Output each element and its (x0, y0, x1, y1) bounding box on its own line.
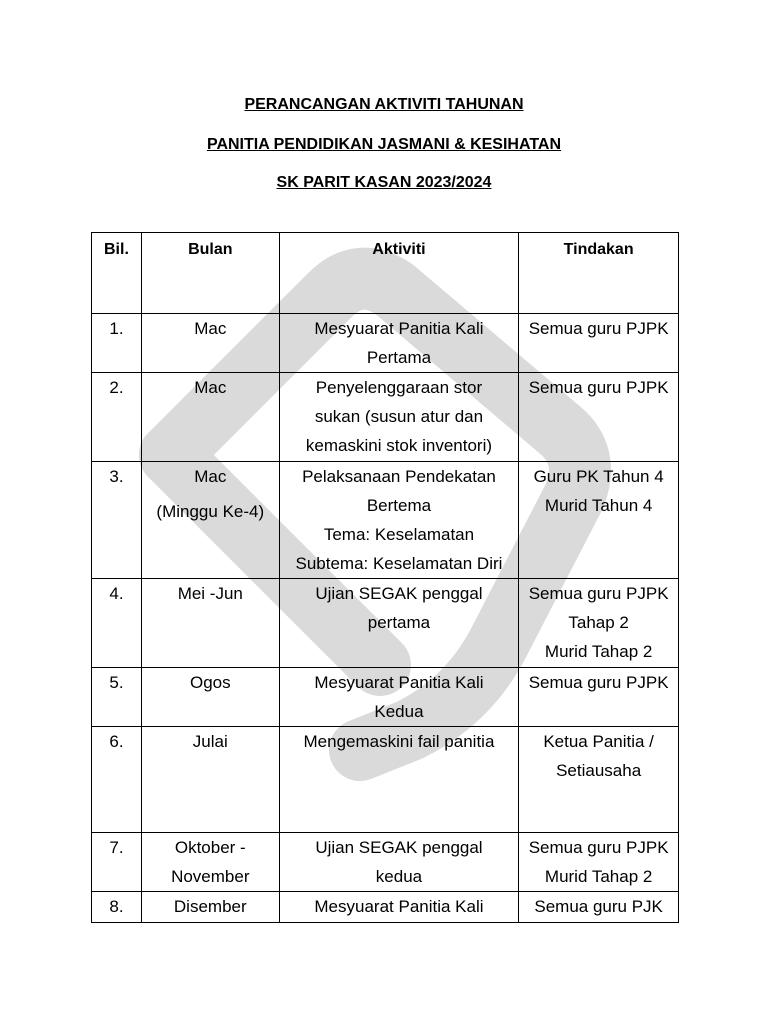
cell-text-line: Semua guru PJK (534, 897, 663, 916)
table-header-row (92, 233, 679, 314)
cell-text-line: Ujian SEGAK penggal (315, 584, 483, 603)
cell-tindakan (519, 373, 679, 462)
cell-text-line: Murid Tahun 4 (544, 496, 653, 515)
document-title-line3: SK PARIT KASAN 2023/2024 (276, 174, 492, 191)
cell-text-line: Guru PK Tahun 4 (533, 467, 664, 486)
cell-text-line: Ogos (189, 673, 231, 692)
table-row (92, 462, 679, 579)
cell-text-line: Semua guru PJPK (528, 378, 669, 397)
cell-bil: 4. (92, 579, 142, 668)
cell-text-line: Ujian SEGAK penggal (315, 838, 483, 857)
header-tindakan: Tindakan (519, 233, 679, 314)
document-title-line2: PANITIA PENDIDIKAN JASMANI & KESIHATAN (206, 136, 562, 153)
cell-text-line: Mesyuarat Panitia Kali (314, 319, 484, 338)
cell-text-line: Mei -Jun (177, 584, 243, 603)
cell-bil: 8. (92, 892, 142, 923)
cell-text-line: Pertama (366, 348, 432, 367)
table-row (92, 579, 679, 668)
cell-text-line: Mac (194, 467, 227, 486)
cell-text-line: Semua guru PJPK (528, 838, 669, 857)
cell-aktiviti (279, 727, 519, 833)
cell-text-line: Julai (192, 732, 228, 751)
cell-tindakan (519, 314, 679, 373)
cell-text-line: Oktober - (174, 838, 246, 857)
cell-text-line: Kedua (374, 702, 424, 721)
cell-tindakan (519, 727, 679, 833)
cell-text-line: pertama (367, 613, 431, 632)
cell-bil: 2. (92, 373, 142, 462)
cell-text-line: Ketua Panitia / (543, 732, 654, 751)
cell-text-line: Tahap 2 (568, 613, 629, 632)
cell-aktiviti (279, 462, 519, 579)
cell-bulan (141, 373, 279, 462)
header-bil: Bil. (92, 233, 142, 314)
table-row (92, 727, 679, 833)
cell-text-line: Mesyuarat Panitia Kali (314, 673, 484, 692)
cell-aktiviti (279, 892, 519, 923)
cell-aktiviti (279, 373, 519, 462)
cell-bulan (141, 668, 279, 727)
activity-plan-table (91, 232, 679, 923)
cell-text-line: Mesyuarat Panitia Kali (314, 897, 484, 916)
cell-bulan (141, 892, 279, 923)
cell-text-line: sukan (susun atur dan (314, 407, 484, 426)
cell-text-line: (Minggu Ke-4) (156, 502, 265, 521)
table-row (92, 314, 679, 373)
cell-aktiviti (279, 833, 519, 892)
cell-text-line: Mac (194, 378, 227, 397)
cell-text-line: Semua guru PJPK (528, 319, 669, 338)
cell-bulan (141, 579, 279, 668)
table-row (92, 833, 679, 892)
cell-bulan (141, 314, 279, 373)
cell-bil: 1. (92, 314, 142, 373)
table-row (92, 668, 679, 727)
cell-bil: 3. (92, 462, 142, 579)
cell-bulan (141, 833, 279, 892)
cell-text-line: Murid Tahap 2 (544, 642, 653, 661)
cell-text-line: Pelaksanaan Pendekatan (302, 467, 496, 486)
cell-aktiviti (279, 314, 519, 373)
cell-text-line: Subtema: Keselamatan Diri (295, 554, 503, 573)
cell-text-line: Penyelenggaraan stor (315, 378, 483, 397)
cell-text-line: Semua guru PJPK (528, 584, 669, 603)
table-row (92, 892, 679, 923)
cell-text-line: kedua (375, 867, 423, 886)
cell-text-line: Semua guru PJPK (528, 673, 669, 692)
cell-bil: 6. (92, 727, 142, 833)
cell-text-line: Murid Tahap 2 (544, 867, 653, 886)
cell-bulan (141, 462, 279, 579)
cell-text-line: Disember (173, 897, 247, 916)
cell-tindakan (519, 462, 679, 579)
cell-aktiviti (279, 579, 519, 668)
cell-bil: 7. (92, 833, 142, 892)
header-aktiviti: Aktiviti (279, 233, 519, 314)
cell-tindakan (519, 892, 679, 923)
cell-text-line: Mac (194, 319, 227, 338)
header-bulan: Bulan (141, 233, 279, 314)
cell-text-line: Setiausaha (556, 761, 642, 780)
cell-text-line: November (171, 867, 250, 886)
document-title-line1: PERANCANGAN AKTIVITI TAHUNAN (244, 96, 524, 113)
cell-text-line: Tema: Keselamatan (323, 525, 475, 544)
cell-tindakan (519, 833, 679, 892)
cell-aktiviti (279, 668, 519, 727)
cell-text-line: kemaskini stok inventori) (305, 436, 493, 455)
cell-text-line: Bertema (366, 496, 432, 515)
cell-text-line: Mengemaskini fail panitia (303, 732, 495, 751)
cell-bulan (141, 727, 279, 833)
cell-tindakan (519, 579, 679, 668)
cell-tindakan (519, 668, 679, 727)
table-row (92, 373, 679, 462)
cell-bil: 5. (92, 668, 142, 727)
